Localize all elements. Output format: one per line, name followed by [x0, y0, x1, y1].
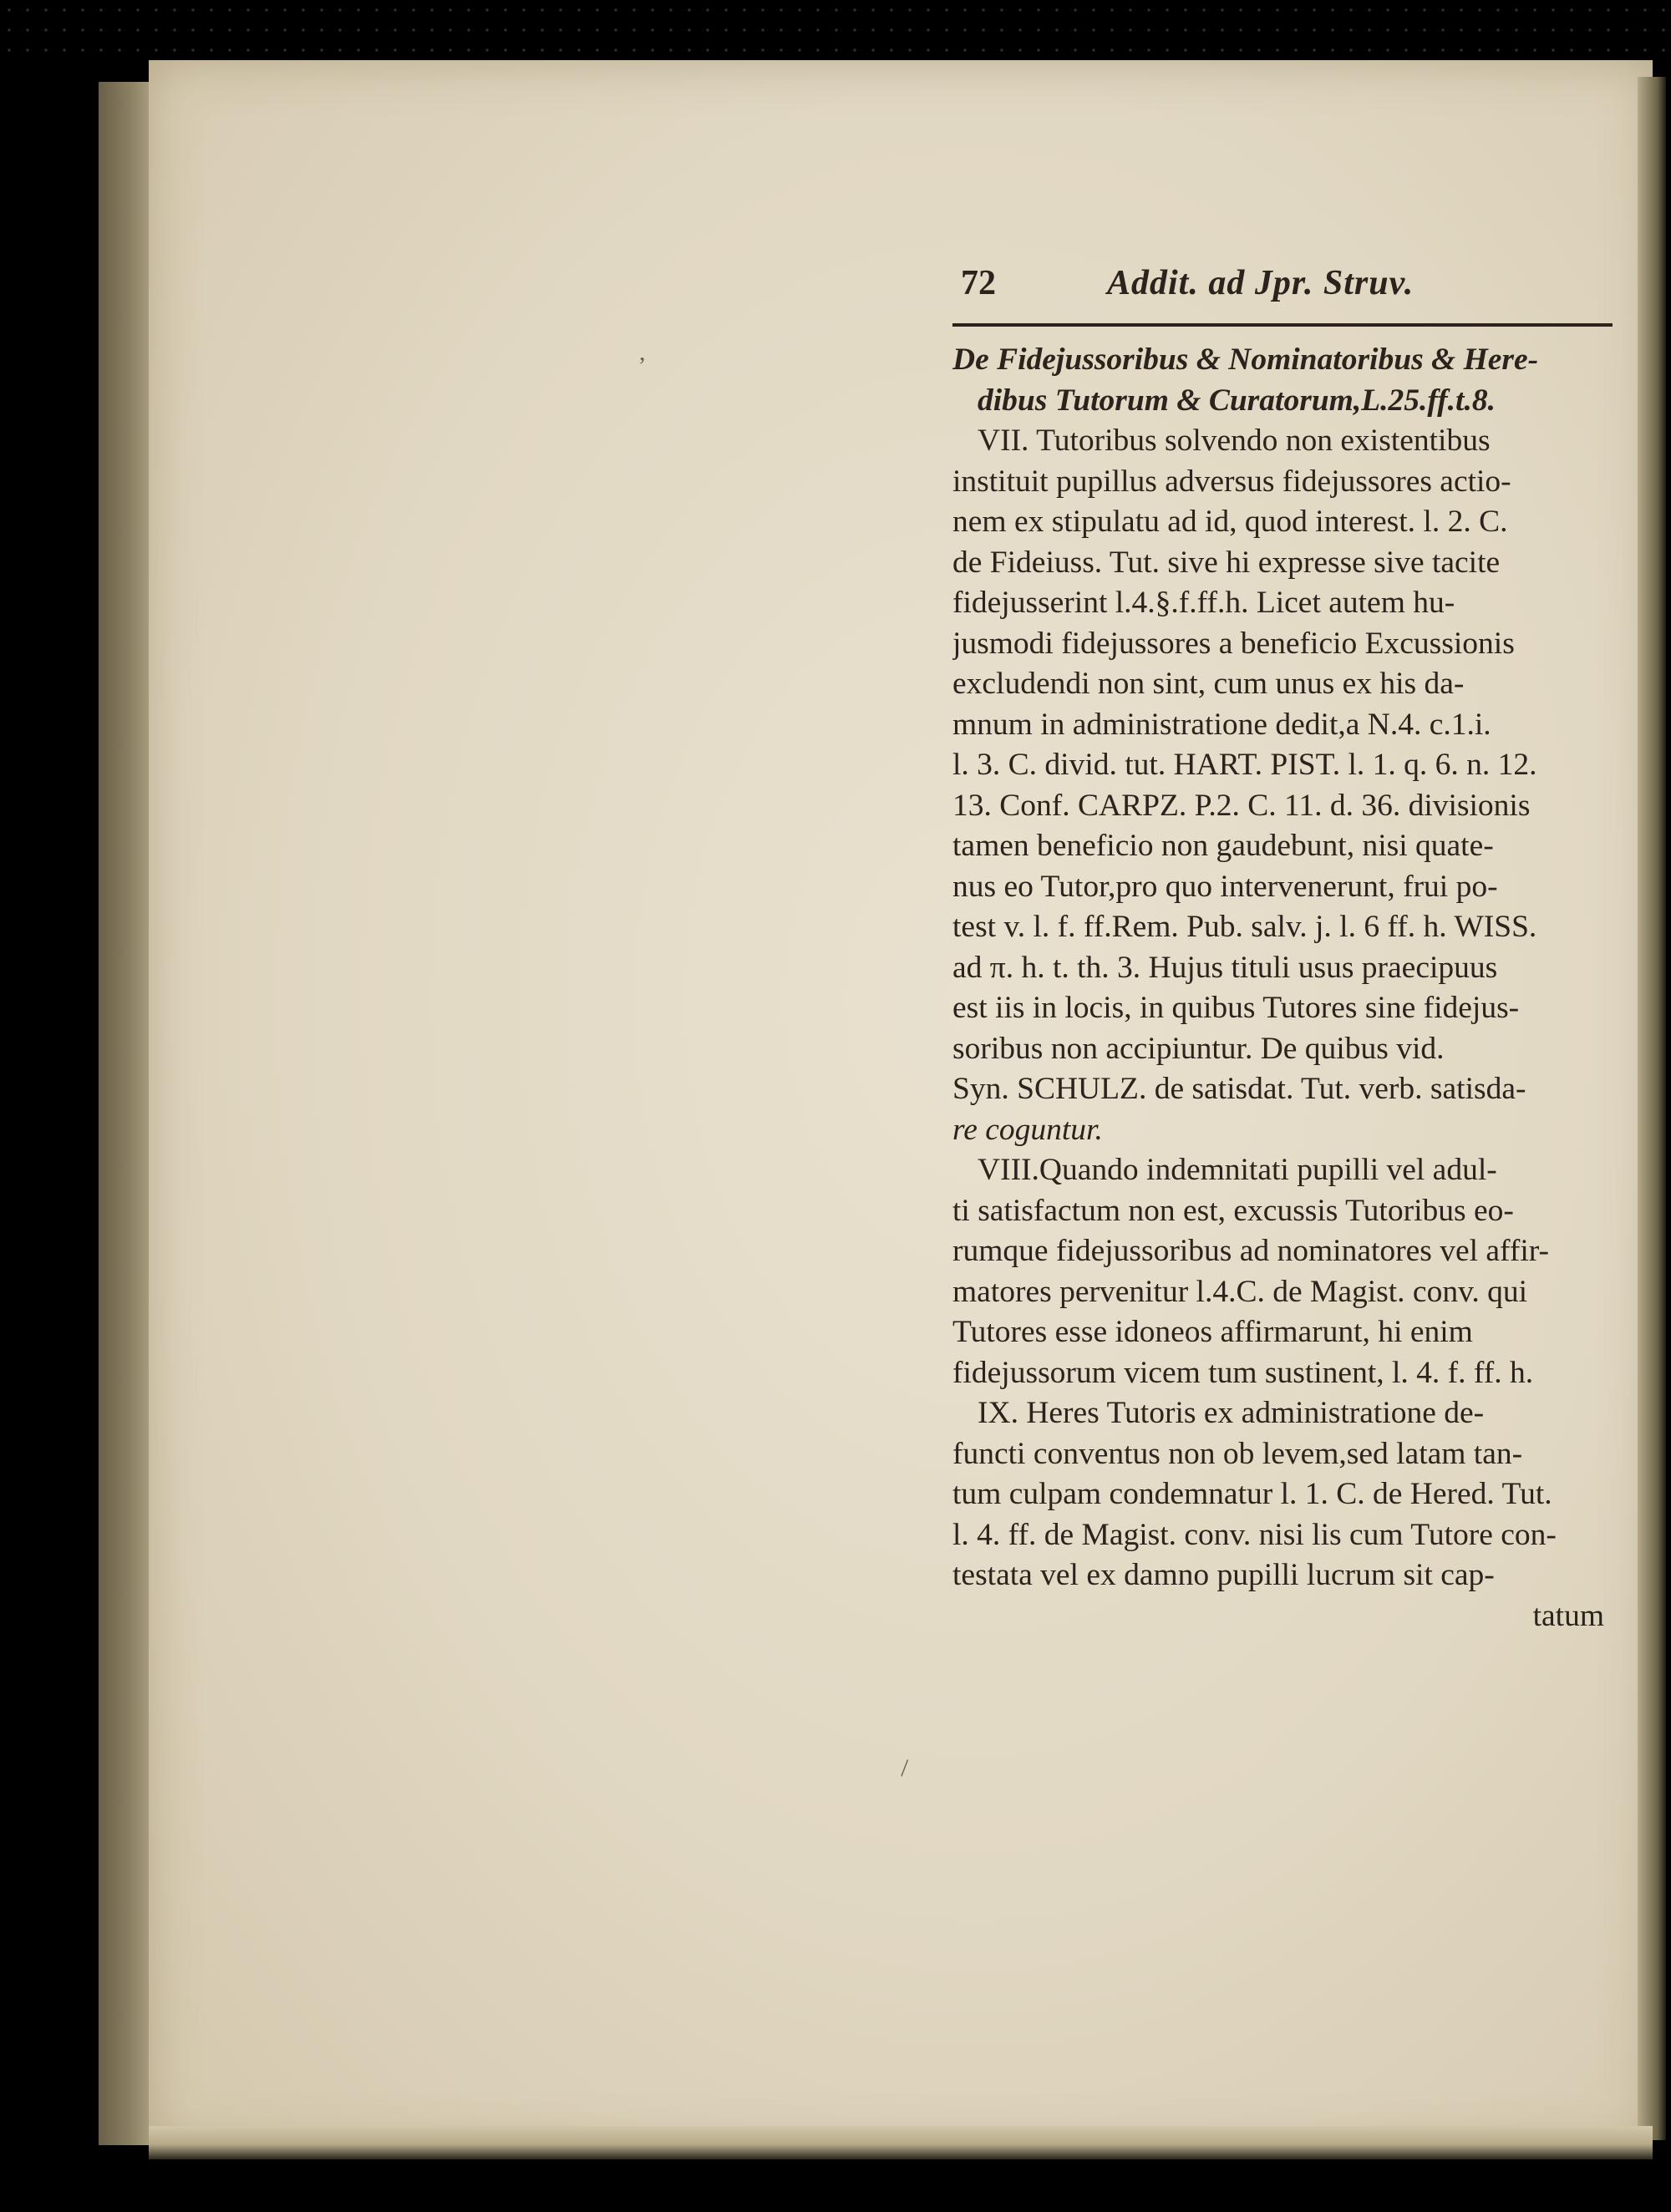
catchword: tatum [1532, 1598, 1604, 1633]
text-line: instituit pupillus adversus fidejussores actio- [952, 464, 1511, 499]
text-line: de Fideiuss. Tut. sive hi expresse sive tacite [952, 545, 1501, 580]
page-right-edge [1638, 77, 1666, 2140]
text-line: rumque fidejussoribus ad nominatores vel affir- [952, 1234, 1550, 1268]
text-line: jusmodi fidejussores a beneficio Excussionis [952, 626, 1515, 661]
text-line: excludendi non sint, cum unus ex his da- [952, 667, 1465, 701]
text-line: ti satisfactum non est, excussis Tutoribus eo- [952, 1193, 1514, 1228]
text-line: test v. l. f. ff.Rem. Pub. salv. j. l. 6 ff. h. WISS. [952, 910, 1537, 944]
text-line: VII. Tutoribus solvendo non existentibus [978, 424, 1491, 458]
heading-line: dibus Tutorum & Curatorum,L.25.ff.t.8. [978, 383, 1496, 418]
text-line: Tutores esse idoneos affirmarunt, hi enim [952, 1315, 1473, 1349]
text-line: matores pervenitur l.4.C. de Magist. conv. qui [952, 1274, 1528, 1309]
text-line: l. 3. C. divid. tut. HART. PIST. l. 1. q. 6. n. 12. [952, 748, 1537, 782]
text-line: testata vel ex damno pupilli lucrum sit cap- [952, 1558, 1495, 1592]
scanner-border [0, 0, 1671, 67]
text-line: fidejussorum vicem tum sustinent, l. 4. f. ff. h. [952, 1355, 1534, 1390]
paper-speck: \ [892, 1755, 917, 1781]
text-line: nus eo Tutor,pro quo intervenerunt, frui po- [952, 869, 1498, 904]
page-bottom-edge [149, 2126, 1653, 2159]
text-line: functi conventus non ob levem,sed latam tan- [952, 1436, 1523, 1471]
text-line: soribus non accipiuntur. De quibus vid. [952, 1031, 1445, 1066]
heading-line: De Fidejussoribus & Nominatoribus & Here- [952, 342, 1539, 377]
text-line: re coguntur. [952, 1112, 1103, 1147]
text-line: tamen beneficio non gaudebunt, nisi quate- [952, 829, 1494, 863]
header-rule [952, 323, 1613, 327]
text-line: nem ex stipulatu ad id, quod interest. l. 2. C. [952, 505, 1508, 539]
text-block [952, 263, 1621, 1636]
text-line: tum culpam condemnatur l. 1. C. de Hered. Tut. [952, 1477, 1552, 1511]
paper-speck: , [639, 338, 646, 366]
running-head [952, 263, 1621, 313]
running-title: Addit. ad Jpr. Struv. [1107, 264, 1415, 302]
text-line: VIII.Quando indemnitati pupilli vel adul- [978, 1153, 1497, 1187]
text-line: l. 4. ff. de Magist. conv. nisi lis cum Tutore con- [952, 1517, 1557, 1552]
text-line: ad π. h. t. th. 3. Hujus tituli usus praecipuus [952, 950, 1498, 985]
text-line: mnum in administratione dedit,a N.4. c.1.i. [952, 707, 1491, 742]
page-number: 72 [961, 264, 996, 302]
text-line: IX. Heres Tutoris ex administratione de- [978, 1396, 1485, 1430]
text-line: Syn. SCHULZ. de satisdat. Tut. verb. satisda- [952, 1072, 1526, 1106]
text-line: est iis in locis, in quibus Tutores sine fidejus- [952, 991, 1520, 1025]
text-line: 13. Conf. CARPZ. P.2. C. 11. d. 36. divisionis [952, 788, 1531, 823]
text-line: fidejusserint l.4.§.f.ff.h. Licet autem hu- [952, 586, 1455, 620]
